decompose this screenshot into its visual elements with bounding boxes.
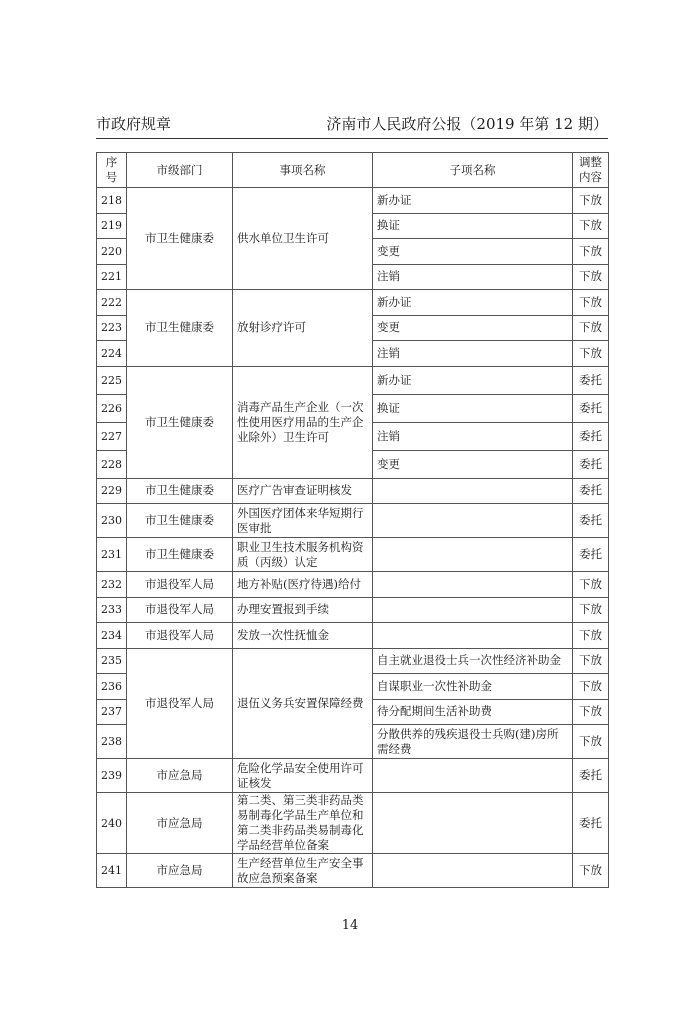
running-header-left: 市政府规章 bbox=[96, 115, 172, 133]
department-cell: 市卫生健康委 bbox=[127, 290, 233, 367]
item-name-cell: 消毒产品生产企业（一次性使用医疗用品的生产企业除外）卫生许可 bbox=[233, 366, 373, 478]
adjust-cell: 下放 bbox=[573, 213, 609, 239]
col-header-subitem: 子项名称 bbox=[373, 153, 573, 188]
col-header-adjust: 调整内容 bbox=[573, 153, 609, 188]
item-name-cell: 职业卫生技术服务机构资质（丙级）认定 bbox=[233, 538, 373, 572]
subitem-cell: 注销 bbox=[373, 264, 573, 290]
header-rule bbox=[96, 138, 608, 139]
department-cell: 市退役军人局 bbox=[127, 623, 233, 649]
table-row bbox=[97, 648, 609, 674]
subitem-cell: 变更 bbox=[373, 315, 573, 341]
row-number-cell: 222 bbox=[97, 290, 127, 316]
item-name-cell: 外国医疗团体来华短期行医审批 bbox=[233, 504, 373, 538]
subitem-cell: 注销 bbox=[373, 341, 573, 367]
table-row bbox=[97, 597, 609, 623]
department-cell: 市卫生健康委 bbox=[127, 366, 233, 478]
department-cell: 市应急局 bbox=[127, 759, 233, 793]
row-number-cell: 223 bbox=[97, 315, 127, 341]
row-number-cell: 228 bbox=[97, 450, 127, 478]
row-number-cell: 233 bbox=[97, 597, 127, 623]
subitem-cell bbox=[373, 572, 573, 598]
row-number-cell: 227 bbox=[97, 422, 127, 450]
adjust-cell: 下放 bbox=[573, 572, 609, 598]
adjust-cell: 委托 bbox=[573, 759, 609, 793]
table-row bbox=[97, 478, 609, 504]
page-number: 14 bbox=[341, 918, 359, 933]
department-cell: 市卫生健康委 bbox=[127, 188, 233, 290]
table-row bbox=[97, 290, 609, 316]
row-number-cell: 230 bbox=[97, 504, 127, 538]
subitem-cell: 分散供养的残疾退役士兵购(建)房所需经费 bbox=[373, 725, 573, 759]
table-row bbox=[97, 504, 609, 538]
col-header-item: 事项名称 bbox=[233, 153, 373, 188]
item-name-cell: 医疗广告审查证明核发 bbox=[233, 478, 373, 504]
row-number-cell: 224 bbox=[97, 341, 127, 367]
department-cell: 市卫生健康委 bbox=[127, 504, 233, 538]
adjust-cell: 下放 bbox=[573, 264, 609, 290]
row-number-cell: 225 bbox=[97, 366, 127, 394]
col-header-department: 市级部门 bbox=[127, 153, 233, 188]
row-number-cell: 234 bbox=[97, 623, 127, 649]
row-number-cell: 231 bbox=[97, 538, 127, 572]
adjust-cell: 下放 bbox=[573, 315, 609, 341]
item-name-cell: 供水单位卫生许可 bbox=[233, 188, 373, 290]
adjust-cell: 下放 bbox=[573, 725, 609, 759]
adjust-cell: 下放 bbox=[573, 239, 609, 265]
row-number-cell: 218 bbox=[97, 188, 127, 214]
subitem-cell bbox=[373, 793, 573, 854]
adjust-cell: 下放 bbox=[573, 648, 609, 674]
adjust-cell: 委托 bbox=[573, 394, 609, 422]
department-cell: 市应急局 bbox=[127, 793, 233, 854]
row-number-cell: 235 bbox=[97, 648, 127, 674]
table-row bbox=[97, 854, 609, 888]
subitem-cell bbox=[373, 504, 573, 538]
item-name-cell: 放射诊疗许可 bbox=[233, 290, 373, 367]
running-header-right: 济南市人民政府公报（2019 年第 12 期） bbox=[326, 115, 608, 133]
adjustment-table bbox=[96, 152, 609, 888]
subitem-cell bbox=[373, 597, 573, 623]
row-number-cell: 226 bbox=[97, 394, 127, 422]
row-number-cell: 232 bbox=[97, 572, 127, 598]
adjust-cell: 下放 bbox=[573, 623, 609, 649]
table-row bbox=[97, 623, 609, 649]
row-number-cell: 229 bbox=[97, 478, 127, 504]
adjust-cell: 委托 bbox=[573, 538, 609, 572]
subitem-cell bbox=[373, 538, 573, 572]
department-cell: 市退役军人局 bbox=[127, 648, 233, 759]
table-row bbox=[97, 538, 609, 572]
item-name-cell: 发放一次性抚恤金 bbox=[233, 623, 373, 649]
adjust-cell: 下放 bbox=[573, 290, 609, 316]
adjust-cell: 委托 bbox=[573, 793, 609, 854]
adjust-cell: 委托 bbox=[573, 504, 609, 538]
subitem-cell bbox=[373, 478, 573, 504]
adjust-cell: 下放 bbox=[573, 854, 609, 888]
table-row bbox=[97, 366, 609, 394]
adjust-cell: 委托 bbox=[573, 422, 609, 450]
item-name-cell: 地方补贴(医疗待遇)给付 bbox=[233, 572, 373, 598]
subitem-cell: 变更 bbox=[373, 450, 573, 478]
department-cell: 市退役军人局 bbox=[127, 597, 233, 623]
department-cell: 市卫生健康委 bbox=[127, 538, 233, 572]
table-row bbox=[97, 188, 609, 214]
department-cell: 市卫生健康委 bbox=[127, 478, 233, 504]
subitem-cell bbox=[373, 854, 573, 888]
item-name-cell: 办理安置报到手续 bbox=[233, 597, 373, 623]
subitem-cell: 待分配期间生活补助费 bbox=[373, 699, 573, 725]
subitem-cell: 自谋职业一次性补助金 bbox=[373, 674, 573, 700]
table-row bbox=[97, 759, 609, 793]
adjust-cell: 委托 bbox=[573, 450, 609, 478]
item-name-cell: 危险化学品安全使用许可证核发 bbox=[233, 759, 373, 793]
table-header-row bbox=[97, 153, 609, 188]
row-number-cell: 241 bbox=[97, 854, 127, 888]
subitem-cell: 变更 bbox=[373, 239, 573, 265]
row-number-cell: 236 bbox=[97, 674, 127, 700]
adjust-cell: 委托 bbox=[573, 478, 609, 504]
adjust-cell: 下放 bbox=[573, 674, 609, 700]
row-number-cell: 220 bbox=[97, 239, 127, 265]
table-row bbox=[97, 572, 609, 598]
col-header-no: 序号 bbox=[97, 153, 127, 188]
subitem-cell: 新办证 bbox=[373, 290, 573, 316]
adjust-cell: 下放 bbox=[573, 699, 609, 725]
adjust-cell: 委托 bbox=[573, 366, 609, 394]
adjust-cell: 下放 bbox=[573, 341, 609, 367]
table-body bbox=[97, 188, 609, 888]
subitem-cell: 注销 bbox=[373, 422, 573, 450]
item-name-cell: 退伍义务兵安置保障经费 bbox=[233, 648, 373, 759]
row-number-cell: 219 bbox=[97, 213, 127, 239]
row-number-cell: 237 bbox=[97, 699, 127, 725]
row-number-cell: 221 bbox=[97, 264, 127, 290]
subitem-cell bbox=[373, 623, 573, 649]
department-cell: 市应急局 bbox=[127, 854, 233, 888]
adjust-cell: 下放 bbox=[573, 188, 609, 214]
row-number-cell: 239 bbox=[97, 759, 127, 793]
subitem-cell: 新办证 bbox=[373, 366, 573, 394]
subitem-cell: 换证 bbox=[373, 394, 573, 422]
table-row bbox=[97, 793, 609, 854]
adjust-cell: 下放 bbox=[573, 597, 609, 623]
department-cell: 市退役军人局 bbox=[127, 572, 233, 598]
row-number-cell: 238 bbox=[97, 725, 127, 759]
subitem-cell: 新办证 bbox=[373, 188, 573, 214]
row-number-cell: 240 bbox=[97, 793, 127, 854]
item-name-cell: 生产经营单位生产安全事故应急预案备案 bbox=[233, 854, 373, 888]
subitem-cell: 换证 bbox=[373, 213, 573, 239]
item-name-cell: 第二类、第三类非药品类易制毒化学品生产单位和第二类非药品类易制毒化学品经营单位备案 bbox=[233, 793, 373, 854]
subitem-cell bbox=[373, 759, 573, 793]
subitem-cell: 自主就业退役士兵一次性经济补助金 bbox=[373, 648, 573, 674]
